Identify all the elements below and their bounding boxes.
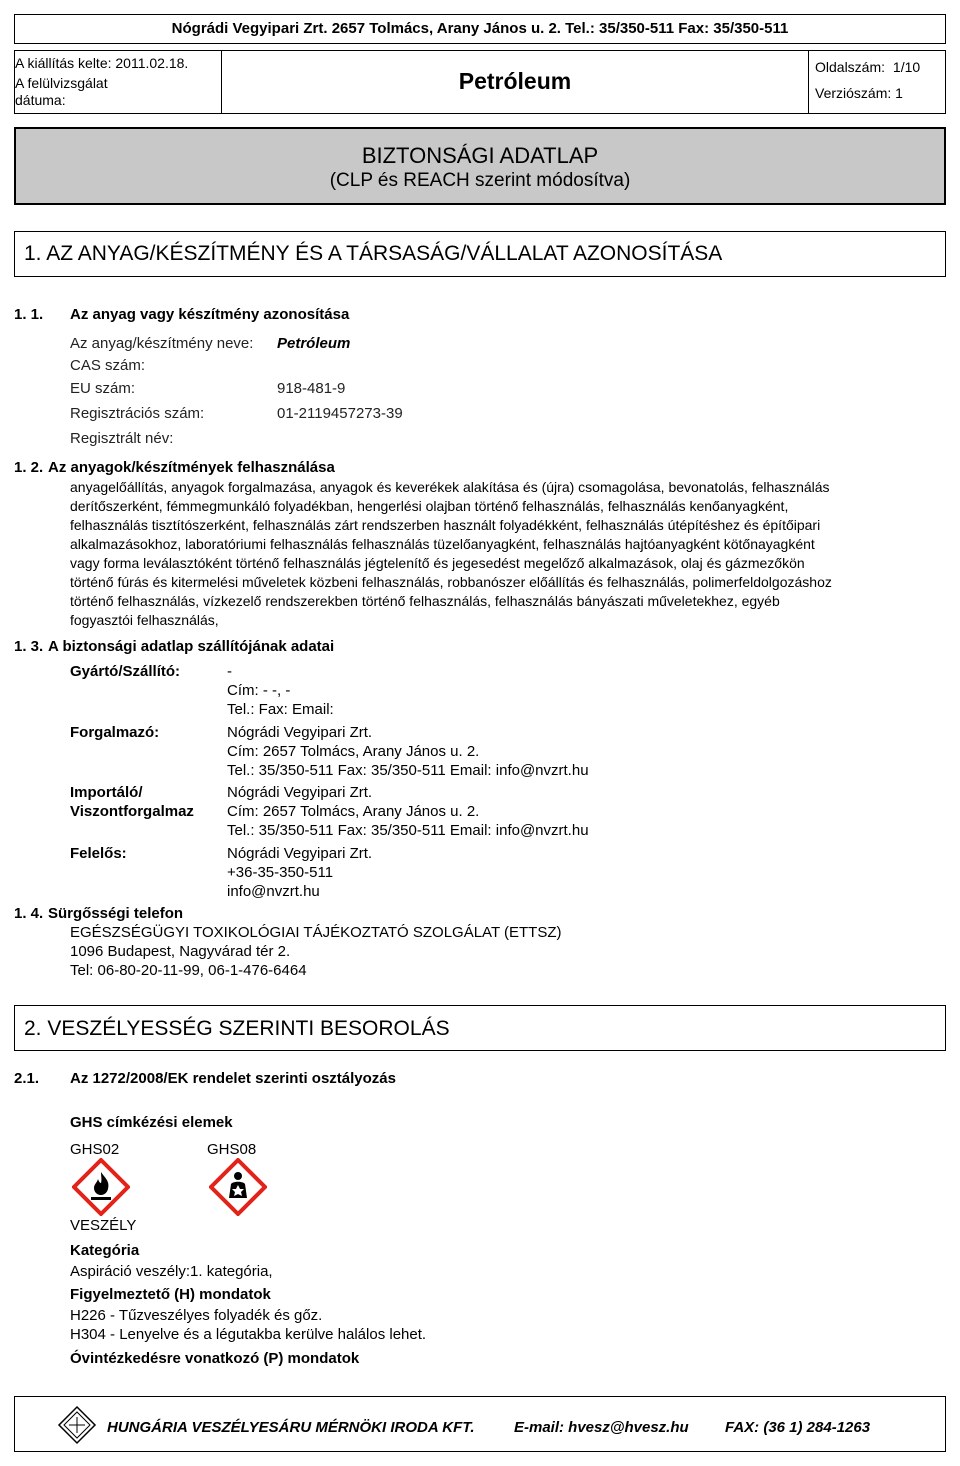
use-line: anyagelőállítás, anyagok forgalmazása, anyagok és keverékek alakítása és (újra) csomagolása, bevonatolás, felhasználás xyxy=(70,479,830,495)
eu-label: EU szám: xyxy=(70,380,136,397)
supplier-line: Tel.: Fax: Email: xyxy=(227,701,334,718)
document-title: BIZTONSÁGI ADATLAP xyxy=(361,143,599,168)
use-line: történő fúrás és kitermelési műveletek közbeni felhasználás, robbanószer előállítás és felhasználás, polimerfeldolgozáshoz xyxy=(70,574,832,590)
document-title-box xyxy=(14,127,946,205)
emergency-line: EGÉSZSÉGÜGYI TOXIKOLÓGIAI TÁJÉKOZTATÓ SZOLGÁLAT (ETTSZ) xyxy=(70,924,562,941)
category-title: Kategória xyxy=(70,1242,140,1259)
s21-number: 2.1. xyxy=(14,1070,40,1087)
responsible-line: +36-35-350-511 xyxy=(227,864,334,881)
review-date-label-1: A felülvizsgálat xyxy=(15,75,108,91)
issue-date-label: A kiállítás kelte: xyxy=(15,55,112,71)
distributor-line: Nógrádi Vegyipari Zrt. xyxy=(227,724,373,741)
ghs-code: GHS08 xyxy=(207,1141,257,1158)
page-value: 1/10 xyxy=(892,59,921,75)
info-row xyxy=(14,50,946,114)
supplier-line: Cím: - -, - xyxy=(227,682,291,699)
regname-label: Regisztrált név: xyxy=(70,430,174,447)
cas-label: CAS szám: xyxy=(70,357,146,374)
section-1-heading-box xyxy=(14,231,946,277)
version-label: Verziószám: xyxy=(815,85,892,101)
s11-title: Az anyag vagy készítmény azonosítása xyxy=(70,306,350,323)
s13-title: A biztonsági adatlap szállítójának adatai xyxy=(48,638,335,655)
review-date-label-2: dátuma: xyxy=(15,92,66,108)
page-cell xyxy=(809,51,946,113)
reg-value: 01-2119457273-39 xyxy=(277,405,403,422)
company-logo-icon xyxy=(57,1405,97,1445)
company-header xyxy=(14,14,946,44)
distributor-line: Cím: 2657 Tolmács, Arany János u. 2. xyxy=(227,743,480,760)
supplier-line: - xyxy=(227,663,232,680)
h-statement: H226 - Tűzveszélyes folyadék és gőz. xyxy=(70,1307,323,1324)
product-cell xyxy=(222,51,809,113)
importer-line: Nógrádi Vegyipari Zrt. xyxy=(227,784,373,801)
s11-number: 1. 1. xyxy=(14,306,44,323)
s12-title: Az anyagok/készítmények felhasználása xyxy=(48,459,335,476)
h-statement: H304 - Lenyelve és a légutakba kerülve halálos lehet. xyxy=(70,1326,427,1343)
footer-box xyxy=(14,1396,946,1452)
use-line: felhasználás tisztítószerként, felhasználás zárt rendszerben használt folyadékként, felhasználás útépítéshez és építőipari xyxy=(70,517,821,533)
s14-title: Sürgősségi telefon xyxy=(48,905,184,922)
name-label: Az anyag/készítmény neve: xyxy=(70,335,254,352)
distributor-line: Tel.: 35/350-511 Fax: 35/350-511 Email: info@nvzrt.hu xyxy=(227,762,589,779)
s12-number: 1. 2. xyxy=(14,459,44,476)
emergency-line: 1096 Budapest, Nagyvárad tér 2. xyxy=(70,943,291,960)
footer-company: HUNGÁRIA VESZÉLYESÁRU MÉRNÖKI IRODA KFT. xyxy=(107,1419,475,1436)
use-line: történő felhasználás, vízkezelő rendszerekben történő felhasználás, felhasználás bányászati műveletekhez, egyéb xyxy=(70,593,780,609)
supplier-label: Gyártó/Szállító: xyxy=(70,663,181,680)
dates-cell xyxy=(15,51,222,113)
section-1-heading: 1. AZ ANYAG/KÉSZÍTMÉNY ÉS A TÁRSASÁG/VÁLLALAT AZONOSÍTÁSA xyxy=(24,242,723,265)
s14-number: 1. 4. xyxy=(14,905,44,922)
importer-line: Tel.: 35/350-511 Fax: 35/350-511 Email: info@nvzrt.hu xyxy=(227,822,589,839)
section-2-heading-box xyxy=(14,1005,946,1051)
s12-uses xyxy=(70,478,958,630)
use-line: derítőszerként, fémmegmunkáló folyadékban, hengerlési olajban történő felhasználás, felhasználás kenőanyagként, xyxy=(70,498,789,514)
emergency-line: Tel: 06-80-20-11-99, 06-1-476-6464 xyxy=(70,962,307,979)
distributor-label: Forgalmazó: xyxy=(70,724,160,741)
use-line: alkalmazásokhoz, laboratóriumi felhasználás felhasználás tüzelőanyagként, felhasználás hajtóanyagként kötőnayagként xyxy=(70,536,815,552)
use-line: fogyasztói felhasználás, xyxy=(70,612,219,628)
version-value: 1 xyxy=(895,85,903,101)
company-line: Nógrádi Vegyipari Zrt. 2657 Tolmács, Arany János u. 2. Tel.: 35/350-511 Fax: 35/350-511 xyxy=(171,20,789,37)
ghs-code: GHS02 xyxy=(70,1141,120,1158)
eu-value: 918-481-9 xyxy=(277,380,346,397)
responsible-line: info@nvzrt.hu xyxy=(227,883,320,900)
flame-pictogram-icon xyxy=(72,1158,130,1216)
importer-label: Importáló/ xyxy=(70,784,143,801)
s13-number: 1. 3. xyxy=(14,638,44,655)
document-subtitle: (CLP és REACH szerint módosítva) xyxy=(329,170,631,191)
health-hazard-pictogram-icon xyxy=(209,1158,267,1216)
footer-email: E-mail: hvesz@hvesz.hu xyxy=(514,1419,689,1436)
reg-label: Regisztrációs szám: xyxy=(70,405,205,422)
importer-line: Cím: 2657 Tolmács, Arany János u. 2. xyxy=(227,803,480,820)
issue-date: 2011.02.18. xyxy=(115,55,189,71)
category-value: Aspiráció veszély:1. kategória, xyxy=(70,1263,273,1280)
responsible-label: Felelős: xyxy=(70,845,127,862)
s21-title: Az 1272/2008/EK rendelet szerinti osztályozás xyxy=(70,1070,396,1087)
p-statements-title: Óvintézkedésre vonatkozó (P) mondatok xyxy=(70,1350,360,1367)
importer-label-2: Viszontforgalmaz xyxy=(70,803,194,820)
ghs-title: GHS címkézési elemek xyxy=(70,1114,233,1131)
product-name: Petróleum xyxy=(458,68,572,94)
responsible-line: Nógrádi Vegyipari Zrt. xyxy=(227,845,373,862)
name-value: Petróleum xyxy=(277,335,351,352)
signal-word: VESZÉLY xyxy=(70,1217,137,1234)
section-2-heading: 2. VESZÉLYESSÉG SZERINTI BESOROLÁS xyxy=(24,1017,450,1040)
use-line: vagy forma leválasztóként történő felhasználás jégtelenítő és jegesedést megelőző alkalmazások, olaj és gázmezőkön xyxy=(70,555,805,571)
h-statements-title: Figyelmeztető (H) mondatok xyxy=(70,1286,271,1303)
page-label: Oldalszám: xyxy=(815,59,886,75)
footer-fax: FAX: (36 1) 284-1263 xyxy=(725,1419,871,1436)
